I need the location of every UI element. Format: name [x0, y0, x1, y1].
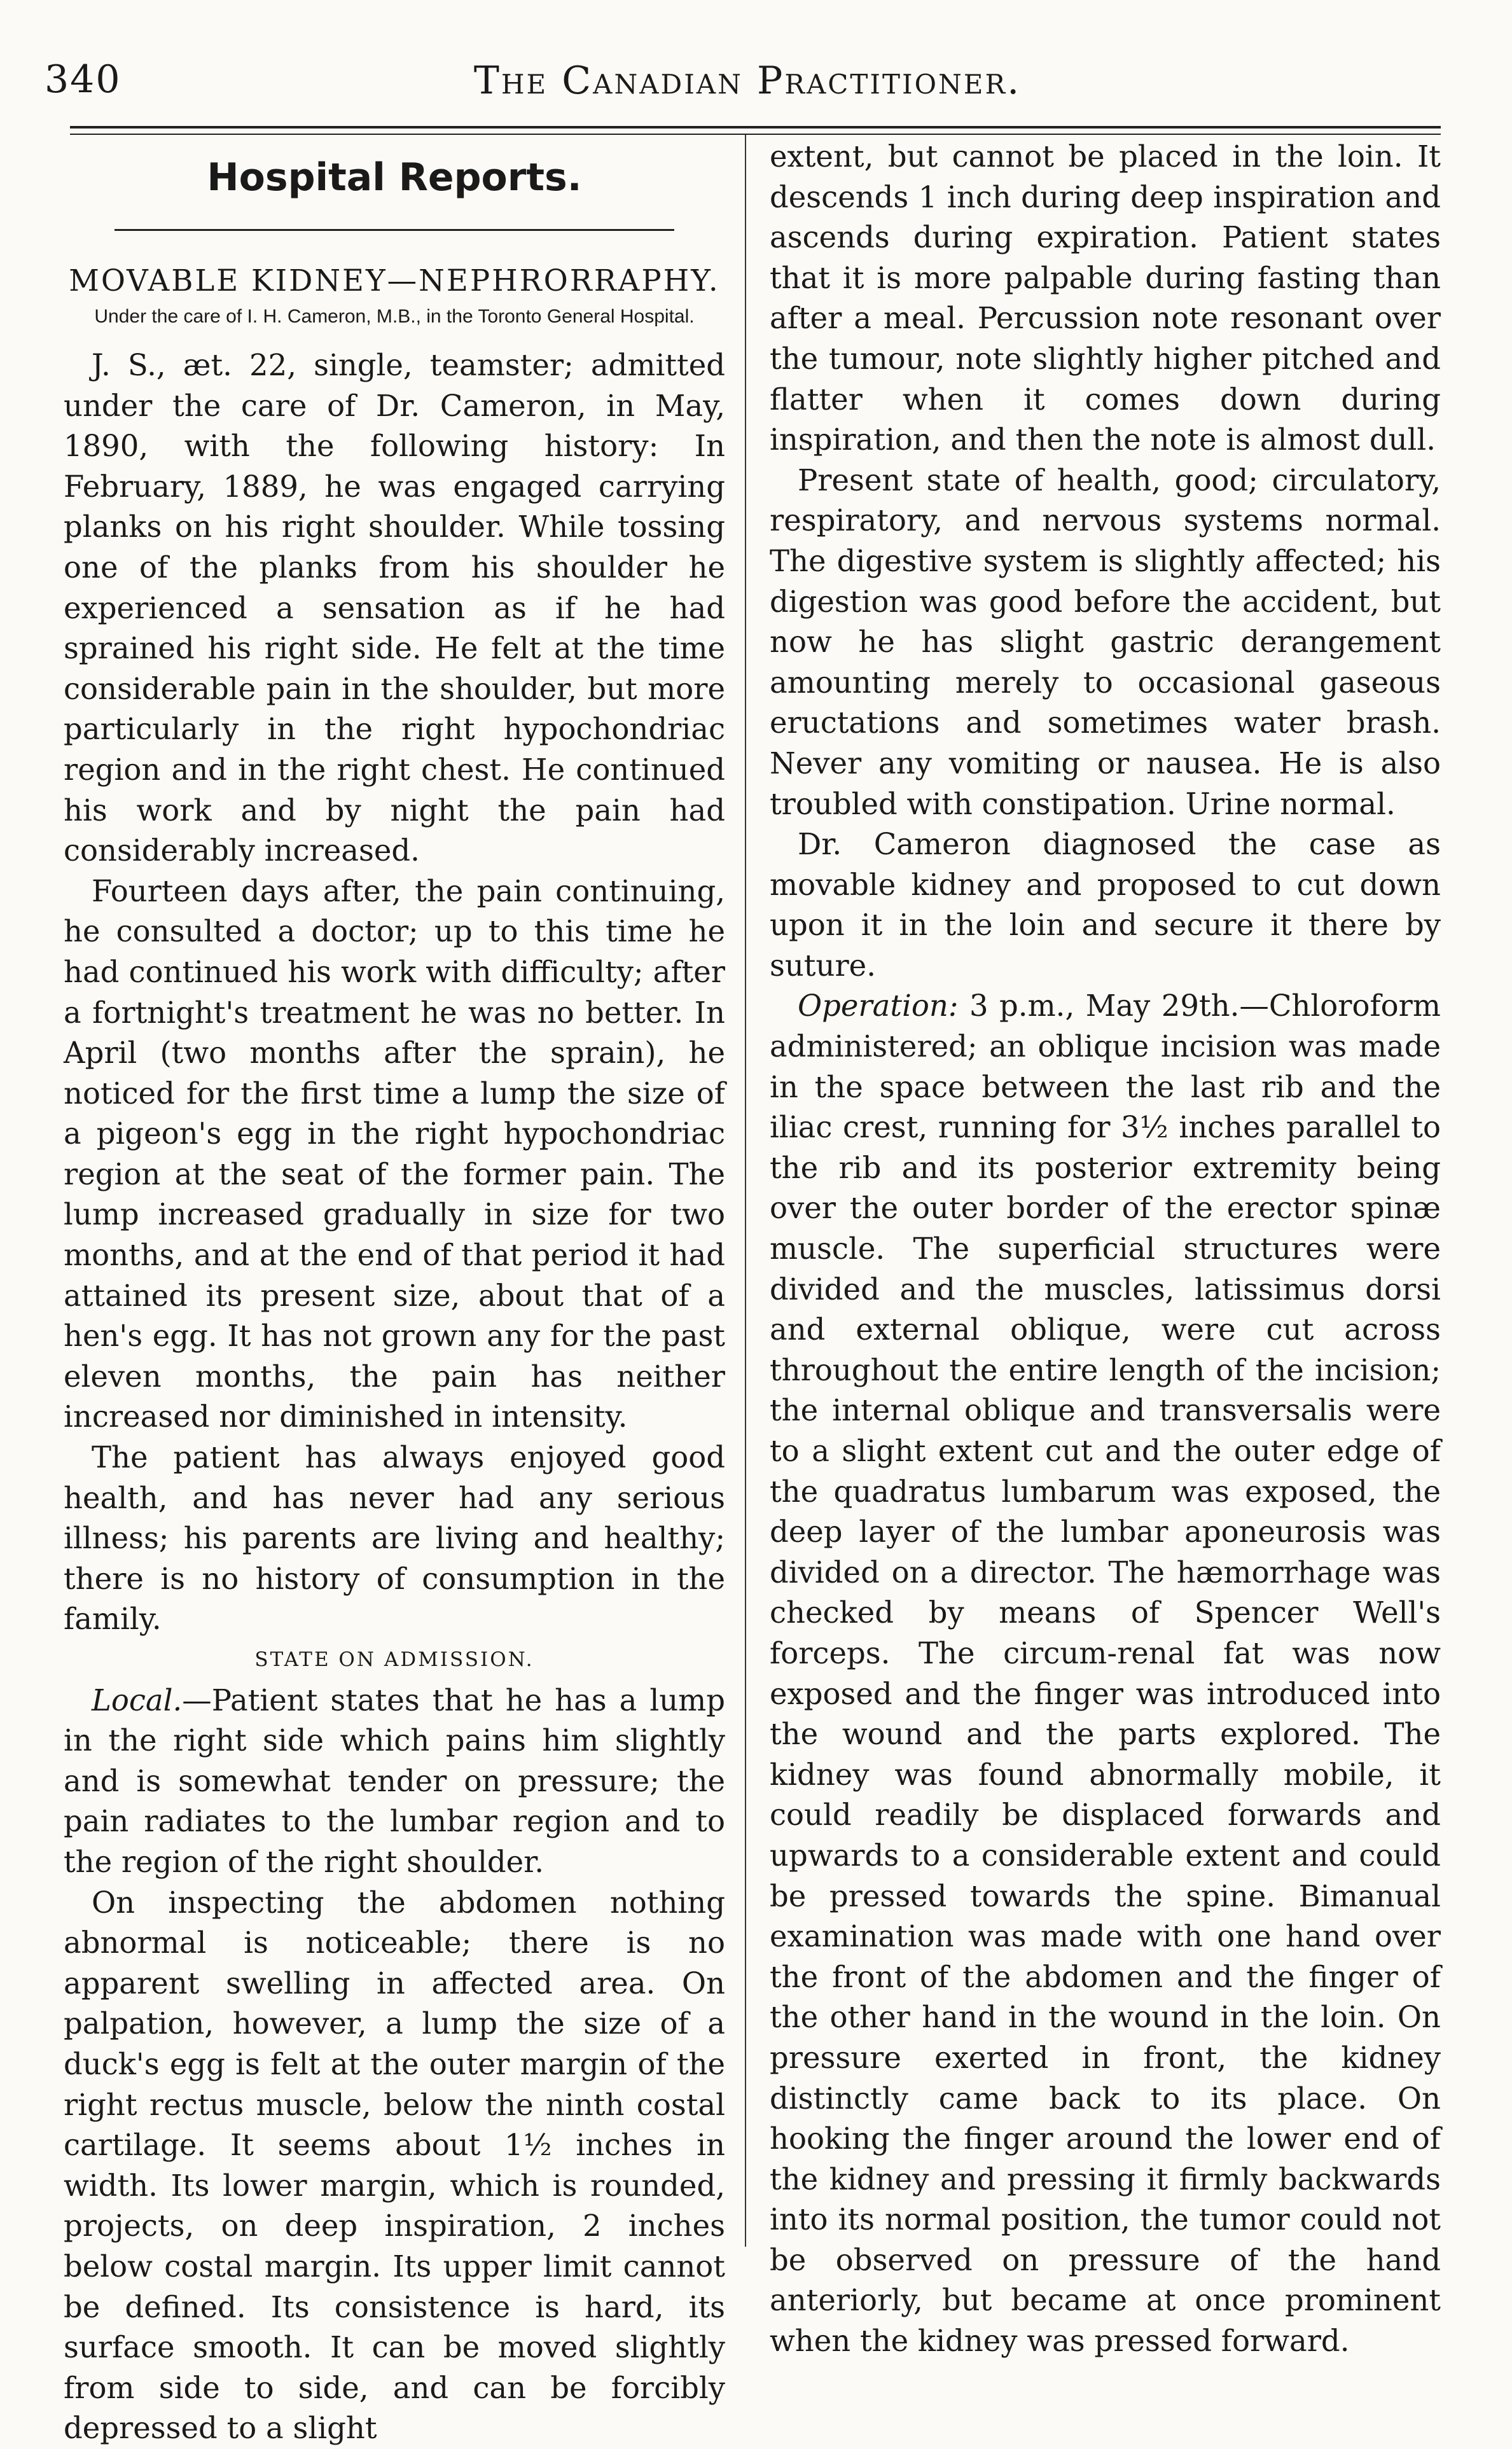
page-header [45, 45, 1450, 114]
paragraph-operation [770, 986, 1441, 2361]
article-title: MOVABLE KIDNEY—NEPHRORRAPHY. [69, 263, 720, 298]
paragraph: Dr. Cameron diagnosed the case as movable kidney and proposed to cut down upon it in the loin and secure it there by suture. [770, 827, 1441, 983]
left-column [64, 137, 725, 2449]
paragraph: The patient has always enjoyed good health, and has never had any serious illness; his parents are living and healthy; there is no history of consumption in the family. [64, 1440, 725, 1637]
paragraph: J. S., æt. 22, single, teamster; admitted under the care of Dr. Cameron, in May, 1890, with the following history: In February, 1889, he was engaged carrying planks on his right shoulder. While tossing one of the planks from his shoulder he experienced a sensation as if he had sprained his right side. He felt at the time considerable pain in the shoulder, but more particularly in the right hypochondriac region and in the right chest. He continued his work and by night the pain had considerably increased. [64, 348, 725, 868]
operation-text: 3 p.m., May 29th.—Chloroform administered; an oblique incision was made in the space between the last rib and the iliac crest, running for 3½ inches parallel to the rib and its posterior extremity being over the outer border of the erector spinæ muscle. The superficial structures were divided and the muscles, latissimus dorsi and external oblique, were cut across throughout the entire length of the incision; the internal oblique and transversalis were to a slight extent cut and the outer edge of the quadratus lumbarum was exposed, the deep layer of the lumbar aponeurosis was divided on a director. The hæmorrhage was checked by means of Spencer Well's forceps. The circum-renal fat was now exposed and the finger was introduced into the wound and the parts explored. The kidney was found abnormally mobile, it could readily be displaced forwards and upwards to a considerable extent and could be pressed towards the spine. Bimanual examination was made with one hand over the front of the abdomen and the finger of the other hand in the wound in the loin. On pressure exerted in front, the kidney distinctly came back to its place. On hooking the finger around the lower end of the kidney and pressing it firmly backwards into its normal position, the tumor could not be observed on pressure of the hand anteriorly, but became at once prominent when the kidney was pressed forward. [770, 989, 1441, 2359]
state-on-admission-heading: STATE ON ADMISSION. [254, 1648, 534, 1671]
paragraph-local [64, 1681, 725, 1883]
local-label: Local. [92, 1682, 183, 1717]
paragraph: Fourteen days after, the pain continuing, he consulted a doctor; up to this time he had continued his work with difficulty; after a fortnight's treatment he was no better. In April (two months after the sprain), he noticed for the first time a lump the size of a pigeon's egg in the right hypochondriac region at the seat of the former pain. The lump increased gradually in size for two months, and at the end of that period it had attained its present size, about that of a hen's egg. It has not grown any for the past eleven months, the pain has neither increased nor diminished in intensity. [64, 873, 725, 1434]
right-column [770, 137, 1441, 2362]
section-title: Hospital Reports. [207, 155, 582, 200]
running-title: The Canadian Practitioner. [473, 59, 1022, 103]
operation-label: Operation: [798, 989, 959, 1023]
paragraph: Present state of health, good; circulatory, respiratory, and nervous systems normal. The digestive system is slightly affected; his digestion was good before the accident, but now he has slight gastric derangement amounting merely to occasional gaseous eructations and sometimes water brash. Never any vomiting or nausea. He is also troubled with constipation. Urine normal. [770, 462, 1441, 821]
paragraph: On inspecting the abdomen nothing abnormal is noticeable; there is no apparent swelling in affected area. On palpation, however, a lump the size of a duck's egg is felt at the outer margin of the right rectus muscle, below the ninth costal cartilage. It seems about 1½ inches in width. Its lower margin, which is rounded, projects, on deep inspiration, 2 inches below costal margin. Its upper limit cannot be defined. Its consistence is hard, its surface smooth. It can be moved slightly from side to side, and can be forcibly depressed to a slight [64, 1885, 725, 2446]
header-rule-thin [70, 134, 1441, 135]
column-divider [745, 135, 746, 2247]
section-rule [114, 229, 674, 231]
article-byline: Under the care of I. H. Cameron, M.B., in the Toronto General Hospital. [94, 306, 695, 327]
header-rule [70, 126, 1441, 128]
page-number: 340 [45, 57, 121, 102]
paragraph-continuation: extent, but cannot be placed in the loin. It descends 1 inch during deep inspiration and ascends during expiration. Patient states that it is more palpable during fasting than after a meal. Percussion note resonant over the tumour, note slightly higher pitched and flatter when it comes down during inspiration, and then the note is almost dull. [770, 139, 1441, 457]
local-text: —Patient states that he has a lump in the right side which pains him slightly and is somewhat tender on pressure; the pain radiates to the lumbar region and to the region of the right shoulder. [64, 1682, 725, 1879]
